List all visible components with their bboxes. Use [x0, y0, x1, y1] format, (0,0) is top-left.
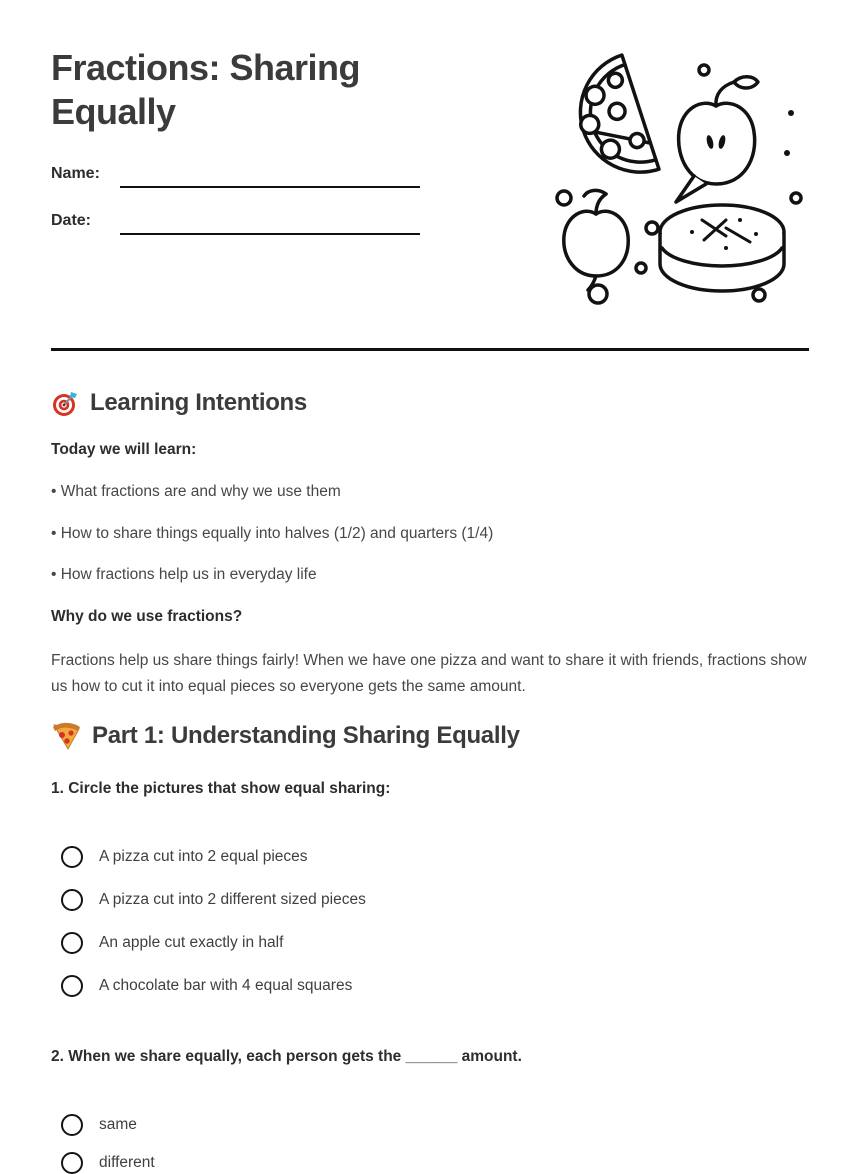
learning-bullet-2: • How to share things equally into halves (1/2) and quarters (1/4): [51, 525, 494, 542]
dart-target-emoji-icon: [51, 389, 79, 417]
q1-option-3-label: An apple cut exactly in half: [99, 934, 284, 951]
learning-intentions-heading-text: Learning Intentions: [90, 389, 307, 416]
q1-option-row-4: [61, 975, 352, 997]
date-label: Date:: [51, 212, 92, 229]
why-fractions-label: Why do we use fractions?: [51, 608, 243, 625]
name-label: Name:: [51, 165, 100, 182]
q1-option-2-radio[interactable]: [61, 889, 83, 911]
food-doodles-illustration: [544, 56, 810, 308]
pie-doodle: [660, 205, 784, 291]
why-fractions-paragraph: Fractions help us share things fairly! When we have one pizza and want to share it with friends, fractions show us how to cut it into equal pieces so everyone gets the same amount.: [51, 652, 807, 695]
q2-option-row-1: [61, 1114, 137, 1136]
q1-option-4-label: A chocolate bar with 4 equal squares: [99, 977, 353, 994]
q1-option-1-radio[interactable]: [61, 846, 83, 868]
pizza-doodle: [564, 55, 659, 188]
pizza-emoji-icon: [51, 721, 81, 751]
q1-option-3-radio[interactable]: [61, 932, 83, 954]
section-divider: [51, 348, 809, 351]
learning-bullet-1: • What fractions are and why we use them: [51, 483, 341, 500]
q1-option-row-1: [61, 846, 308, 868]
q1-option-row-3: [61, 932, 283, 954]
q1-option-4-radio[interactable]: [61, 975, 83, 997]
today-we-will-learn-label: Today we will learn:: [51, 441, 197, 458]
part1-heading: [51, 721, 520, 751]
q2-option-row-2: [61, 1152, 155, 1174]
date-input-line[interactable]: [120, 215, 420, 235]
apple-doodle: [564, 190, 628, 290]
apple-half-doodle: [676, 77, 758, 202]
q1-option-2-label: A pizza cut into 2 different sized pieces: [99, 891, 366, 908]
q2-option-1-radio[interactable]: [61, 1114, 83, 1136]
q1-option-1-label: A pizza cut into 2 equal pieces: [99, 848, 308, 865]
q2-option-2-label: different: [99, 1154, 155, 1171]
page-title: Fractions: Sharing Equally: [51, 47, 361, 132]
part1-heading-text: Part 1: Understanding Sharing Equally: [92, 722, 520, 749]
question2-label: 2. When we share equally, each person gets the ______ amount.: [51, 1048, 522, 1065]
q2-option-1-label: same: [99, 1116, 137, 1133]
q1-option-row-2: [61, 889, 366, 911]
learning-bullet-3: • How fractions help us in everyday life: [51, 566, 317, 583]
q2-option-2-radio[interactable]: [61, 1152, 83, 1174]
learning-intentions-heading: [51, 389, 307, 417]
question1-label: 1. Circle the pictures that show equal sharing:: [51, 780, 391, 797]
name-input-line[interactable]: [120, 168, 420, 188]
